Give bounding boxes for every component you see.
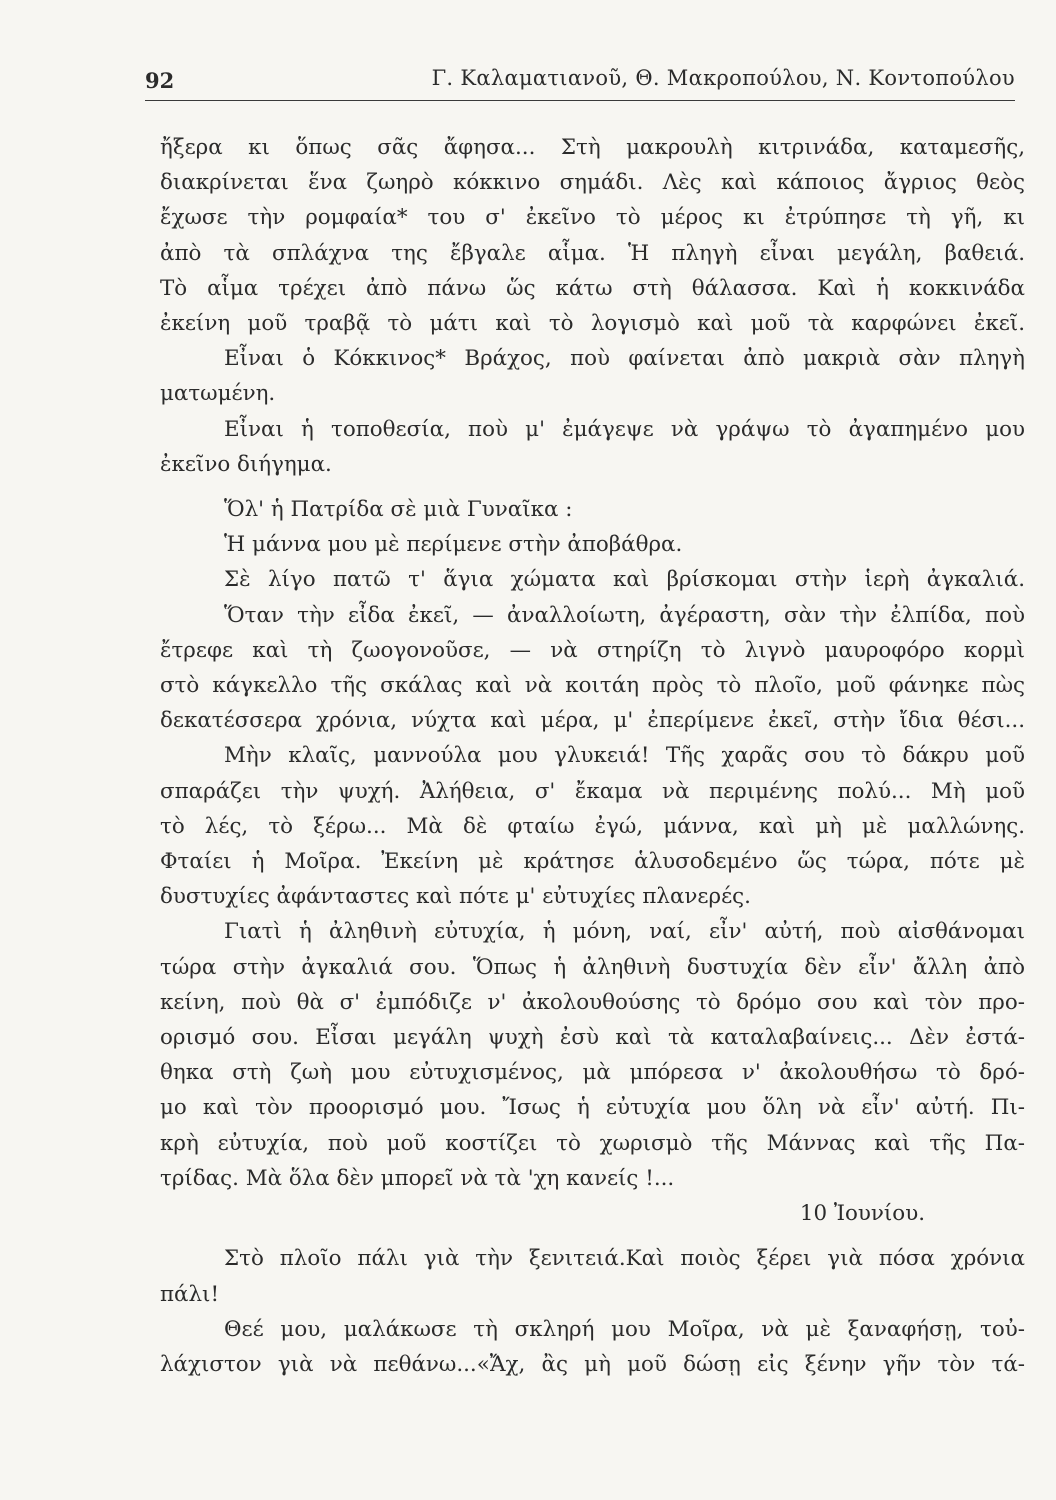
text-line: Τὸ αἷμα τρέχει ἀπὸ πάνω ὥς κάτω στὴ θάλασσα. Καὶ ἡ κοκκινάδα bbox=[160, 275, 1025, 301]
text-line: ματωμένη. bbox=[160, 381, 276, 407]
text-line: Εἶναι ὁ Κόκκινος* Βράχος, ποὺ φαίνεται ἀπὸ μακριὰ σὰν πληγὴ bbox=[224, 346, 1025, 372]
text-line: κείνη, ποὺ θὰ σ' ἐμπόδιζε ν' ἀκολουθούσης τὸ δρόμο σου καὶ τὸν προ- bbox=[160, 989, 1025, 1015]
text-line: Θεέ μου, μαλάκωσε τὴ σκληρή μου Μοῖρα, νὰ μὲ ξαναφήσῃ, τοὐ- bbox=[224, 1316, 1025, 1342]
text-line: πάλι! bbox=[160, 1281, 220, 1307]
text-line: διακρίνεται ἕνα ζωηρὸ κόκκινο σημάδι. Λὲς καὶ κάποιος ἄγριος θεὸς bbox=[160, 170, 1025, 196]
text-line: ορισμό σου. Εἶσαι μεγάλη ψυχὴ ἐσὺ καὶ τὰ καταλαβαίνεις... Δὲν ἐστά- bbox=[160, 1025, 1025, 1051]
text-line: λάχιστον γιὰ νὰ πεθάνω...«Ἄχ, ἂς μὴ μοῦ δώσῃ εἰς ξένην γῆν τὸν τά- bbox=[160, 1351, 1025, 1377]
text-line: σπαράζει τὴν ψυχή. Ἀλήθεια, σ' ἔκαμα νὰ περιμένης πολύ... Μὴ μοῦ bbox=[160, 778, 1025, 804]
text-line: Φταίει ἡ Μοῖρα. Ἐκείνη μὲ κράτησε ἁλυσοδεμένο ὥς τώρα, πότε μὲ bbox=[160, 849, 1025, 875]
text-line: ἤξερα κι ὅπως σᾶς ἄφησα... Στὴ μακρουλὴ κιτρινάδα, καταμεσῆς, bbox=[160, 135, 1025, 160]
text-line: τρίδας. Μὰ ὅλα δὲν μπορεῖ νὰ τὰ 'χη κανείς !... bbox=[160, 1165, 675, 1191]
text-line: ἔτρεφε καὶ τὴ ζωογονοῦσε, — νὰ στηρίζη τὸ λιγνὸ μαυροφόρο κορμὶ bbox=[160, 637, 1025, 663]
text-line: ἀπὸ τὰ σπλάχνα της ἔβγαλε αἷμα. Ἡ πληγὴ εἶναι μεγάλη, βαθειά. bbox=[160, 240, 1025, 266]
text-line: τώρα στὴν ἀγκαλιά σου. Ὅπως ἡ ἀληθινὴ δυστυχία δὲν εἶν' ἄλλη ἀπὸ bbox=[160, 954, 1025, 980]
text-line: ἐκεῖνο διήγημα. bbox=[160, 451, 332, 477]
text-line: δυστυχίες ἀφάνταστες καὶ πότε μ' εὐτυχίες πλανερές. bbox=[160, 884, 751, 910]
body-text bbox=[160, 130, 1025, 1382]
text-line: Σὲ λίγο πατῶ τ' ἅγια χώματα καὶ βρίσκομαι στὴν ἱερὴ ἀγκαλιά. bbox=[224, 567, 1025, 593]
text-line: μο καὶ τὸν προορισμό μου. Ἴσως ἡ εὐτυχία μου ὅλη νὰ εἶν' αὐτή. Πι- bbox=[160, 1095, 1025, 1121]
text-line: κρὴ εὐτυχία, ποὺ μοῦ κοστίζει τὸ χωρισμὸ τῆς Μάννας καὶ τῆς Πα- bbox=[160, 1130, 1025, 1156]
text-line: Γιατὶ ἡ ἀληθινὴ εὐτυχία, ἡ μόνη, ναί, εἶν' αὐτή, ποὺ αἰσθάνομαι bbox=[224, 919, 1025, 945]
text-line: Ὅταν τὴν εἶδα ἐκεῖ, — ἀναλλοίωτη, ἀγέραστη, σὰν τὴν ἐλπίδα, ποὺ bbox=[224, 602, 1025, 628]
running-head: Γ. Καλαματιανοῦ, Θ. Μακροπούλου, Ν. Κοντοπούλου bbox=[431, 66, 1015, 90]
page-header bbox=[145, 60, 1015, 101]
text-line: στὸ κάγκελλο τῆς σκάλας καὶ νὰ κοιτάη πρὸς τὸ πλοῖο, μοῦ φάνηκε πὼς bbox=[160, 673, 1025, 699]
text-line: τὸ λές, τὸ ξέρω... Μὰ δὲ φταίω ἐγώ, μάννα, καὶ μὴ μὲ μαλλώνης. bbox=[160, 813, 1025, 839]
text-line: Εἶναι ἡ τοποθεσία, ποὺ μ' ἐμάγεψε νὰ γράψω τὸ ἀγαπημένο μου bbox=[224, 416, 1025, 442]
text-line: ἔχωσε τὴν ρομφαία* του σ' ἐκεῖνο τὸ μέρος κι ἐτρύπησε τὴ γῆ, κι bbox=[160, 205, 1025, 231]
text-line: Μὴν κλαῖς, μαννούλα μου γλυκειά! Τῆς χαρᾶς σου τὸ δάκρυ μοῦ bbox=[224, 743, 1025, 769]
page-number: 92 bbox=[145, 68, 175, 93]
date-line: 10 Ἰουνίου. bbox=[799, 1201, 925, 1227]
text-line: Στὸ πλοῖο πάλι γιὰ τὴν ξενιτειά.Καὶ ποιὸς ξέρει γιὰ πόσα χρόνια bbox=[224, 1246, 1025, 1272]
text-line: Ὅλ' ἡ Πατρίδα σὲ μιὰ Γυναῖκα : bbox=[224, 497, 573, 523]
text-line: θηκα στὴ ζωὴ μου εὐτυχισμένος, μὰ μπόρεσα ν' ἀκολουθήσω τὸ δρό- bbox=[160, 1060, 1025, 1086]
text-line: ἐκείνη μοῦ τραβᾷ τὸ μάτι καὶ τὸ λογισμὸ καὶ μοῦ τὰ καρφώνει ἐκεῖ. bbox=[160, 311, 1025, 337]
text-line: δεκατέσσερα χρόνια, νύχτα καὶ μέρα, μ' ἐπερίμενε ἐκεῖ, στὴν ἴδια θέσι... bbox=[160, 708, 1025, 734]
text-line: Ἡ μάννα μου μὲ περίμενε στὴν ἀποβάθρα. bbox=[224, 532, 683, 558]
